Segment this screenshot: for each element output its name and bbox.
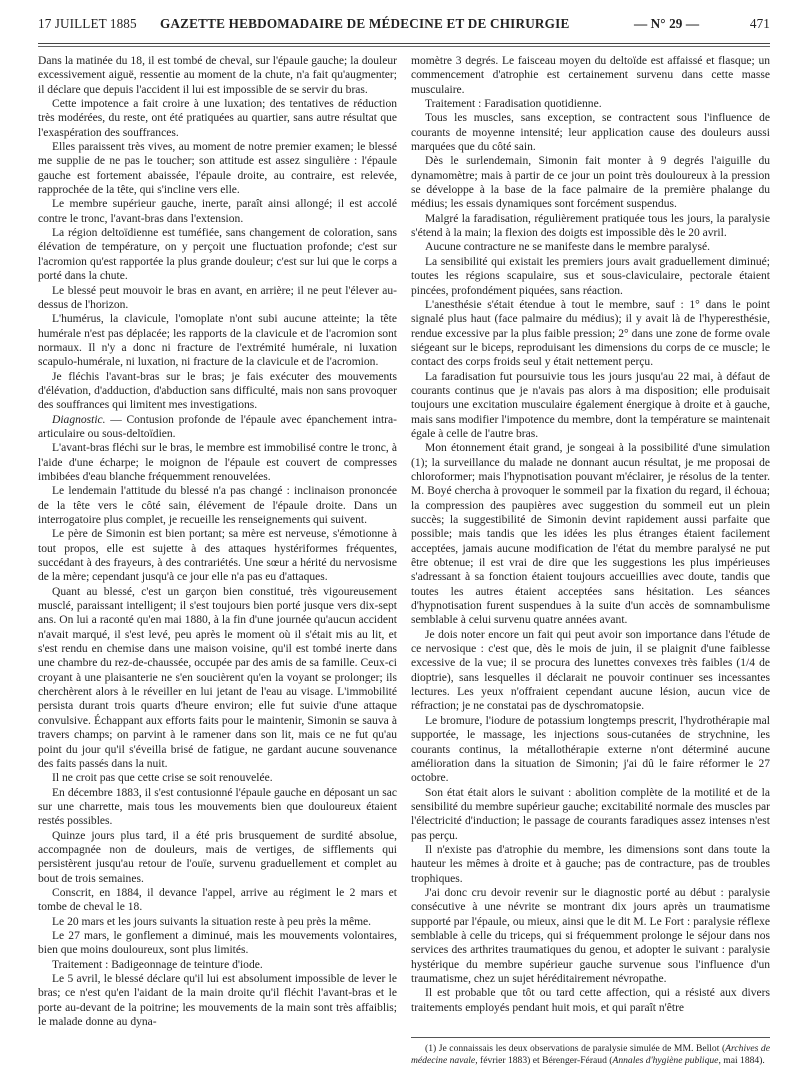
paragraph: Le père de Simonin est bien portant; sa mère est nerveuse, s'émotionne à tout propos, elle est sujette à des attaques hystériformes fréquentes, succédant à des frayeurs, à des contrariétés. Une sœur a hérité du nervosisme de la mère; cependant jusqu'à ce jour elle n'a pas eu d'attaques. (38, 528, 397, 584)
paragraph: Le bromure, l'iodure de potassium longtemps prescrit, l'hydrothérapie mal supportée, le massage, les injections sous-cutanées de strychnine, les courants continus, la métallothérapie externe n'ont déterminé aucune amélioration dans la situation de Simonin; j'ai dû le faire réformer le 27 octobre. (411, 714, 770, 785)
footnote-text: , février 1883) et Bérenger-Féraud ( (475, 1055, 613, 1067)
running-header (38, 10, 770, 34)
section-label: Diagnostic. (52, 413, 106, 426)
paragraph: En décembre 1883, il s'est contusionné l'épaule gauche en déposant un sac sur une charrette, mais tous les mouvements bien que douloureux étaient restés possibles. (38, 786, 397, 828)
paragraph: Le 20 mars et les jours suivants la situation reste à peu près la même. (52, 915, 372, 928)
header-rule (38, 43, 770, 44)
paragraph: Quinze jours plus tard, il a été pris brusquement de surdité absolue, accompagnée non de douleurs, mais de vertiges, de sifflements qui persistèrent jusqu'au retour de l'ouïe, survenu graduellement et complet au bout de trois semaines. (38, 829, 397, 885)
paragraph: La sensibilité qui existait les premiers jours avait graduellement diminué; toutes les régions scapulaire, sus et sous-claviculaire, pectorale étaient pincées, profondément piquées, sans réaction. (411, 255, 770, 297)
paragraph: Aucune contracture ne se manifeste dans le membre paralysé. (425, 241, 711, 254)
paragraph: La faradisation fut poursuivie tous les jours jusqu'au 22 mai, à défaut de courants continus que je n'avais pas alors à ma disposition; elle produisait toujours une excitation musculaire également énergique à droite et à gauche, mais sans modifier l'impotence du membre, dont la température se maintenait égale à celle de l'autre bras. (411, 370, 770, 440)
paragraph: Diagnostic. — Contusion profonde de l'épaule avec épanchement intra-articulaire ou sous-deltoïdien. (38, 413, 397, 440)
issue-number: — N° 29 — (634, 16, 700, 31)
footnote-text: (1) Je connaissais les deux observations de paralysie simulée de MM. Bellot ( (425, 1043, 726, 1055)
journal-title: GAZETTE HEBDOMADAIRE DE MÉDECINE ET DE CHIRURGIE (160, 16, 570, 31)
paragraph: Le lendemain l'attitude du blessé n'a pas changé : inclinaison prononcée de la tête vers le côté sain, élévement de l'épaule droite. Dans un interrogatoire plus complet, je recueille les renseignements qui suivent. (38, 485, 397, 526)
footnote (411, 1043, 770, 1067)
paragraph: Il ne croit pas que cette crise se soit renouvelée. (52, 772, 273, 785)
paragraph: Cette impotence a fait croire à une luxation; des tentatives de réduction très modérées, du reste, ont été pratiquées au quartier, sans autre résultat que l'exaspération des souffrances. (38, 98, 397, 139)
paragraph: Traitement : Badigeonnage de teinture d'iode. (52, 958, 263, 971)
paragraph: Dès le surlendemain, Simonin fait monter à 9 degrés l'aiguille du dynamomètre; mais à partir de ce jour un point très douloureux à la pression se développe à la base de la face palmaire de la première phalange du médius; les essais dynamiques sont forcément suspendus. (411, 155, 770, 211)
paragraph: Je dois noter encore un fait qui peut avoir son importance dans l'étude de ce nervosique : c'est que, dès le mois de juin, il se plaignit d'une faiblesse excessive de la vue; il se procura des lunettes convexes très faibles (1/4 de dioptrie), sans lesquelles il déclarait ne pouvoir continuer ses incessantes lectures. Les yeux n'offraient cependant aucune lésion, aucun vice de réfraction; je ne constatai pas de dyschromatopsie. (411, 628, 770, 713)
article-body (38, 54, 770, 1074)
issue-date: 17 JUILLET 1885 (38, 16, 137, 31)
paragraph: momètre 3 degrés. Le faisceau moyen du deltoïde est affaissé et flasque; un commencement d'atrophie est certainement survenu dans cette masse musculaire. (411, 55, 770, 96)
paragraph: Il n'existe pas d'atrophie du membre, les dimensions sont dans toute la hauteur les mêmes à droite et à gauche; pas de contracture, pas de troubles trophiques. (411, 843, 770, 885)
paragraph: Quant au blessé, c'est un garçon bien constitué, très vigoureusement musclé, paraissant intelligent; il s'est toujours bien porté jusque vers dix-sept ans. On lui a raconté qu'en mai 1880, à la fin d'une journée qu'aucun accident n'avait marqué, il s'est levé, peu après le moment où il s'était mis au lit, et s'est rendu en chemise dans une maison voisine, qu'il est tombé inerte dans une chambre du rez-de-chaussée, occupée par des amis de sa famille. Ceux-ci croyant à une plaisanterie ne s'en soucièrent qu'en la voyant se prolonger; ils cherchèrent alors à le réveiller en lui jetant de l'eau au visage. L'immobilité persista durant trois quarts d'heure environ; elle fut suivie d'une attaque convulsive. Échappant aux efforts faits pour le maintenir, Simonin se sauva à travers champs; on parvint à le ramener dans son lit, mais ce ne fut qu'au point du jour qu'il s'éveilla brisé de fatigue, ne gardant aucune souvenance des faits passés dans la nuit. (38, 585, 397, 770)
paragraph: Le 27 mars, le gonflement a diminué, mais les mouvements volontaires, bien que moins douloureux, sont plus limités. (38, 929, 397, 957)
paragraph: Il est probable que tôt ou tard cette affection, qui a résisté aux divers traitements employés pendant huit mois, et qui paraît n'être (411, 987, 770, 1014)
paragraph: L'humérus, la clavicule, l'omoplate n'ont subi aucune atteinte; la tête humérale n'est pas déplacée; les rapports de la clavicule et de l'acromion sont normaux. Il n'y a donc ni fracture de l'extrémité humérale, ni luxation scapulo-humérale, ni luxation, ni fracture de la clavicule et de l'acromion. (38, 313, 397, 369)
paragraph: Le membre supérieur gauche, inerte, paraît ainsi allongé; il est accolé contre le tronc, l'avant-bras dans l'extension. (38, 198, 397, 225)
page-number: 471 (749, 16, 770, 31)
paragraph: Elles paraissent très vives, au moment de notre premier examen; le blessé me supplie de ne pas le toucher; son attitude est assez singulière : l'épaule gauche est fortement abaissée, l'épaule droite, au contraire, est relevée, rapprochée de la tête, qui s'incline vers elle. (38, 141, 397, 197)
paragraph: Tous les muscles, sans exception, se contractent sous l'influence de courants de moyenne intensité; leur application cause des douleurs aussi marquées que du côté sain. (411, 112, 770, 154)
paragraph: La région deltoïdienne est tuméfiée, sans changement de coloration, sans élévation de température, on y perçoit une fluctuation profonde; c'est sur l'acromion qu'est rapportée la plus grande douleur; c'est sur lui que le corps a porté dans la chute. (38, 227, 397, 283)
paragraph: Traitement : Faradisation quotidienne. (425, 98, 602, 111)
paragraph: Conscrit, en 1884, il devance l'appel, arrive au régiment le 2 mars et tombe de cheval le 18. (38, 886, 397, 914)
paragraph: Malgré la faradisation, régulièrement pratiquée tous les jours, la paralysie s'étend à la main; la flexion des doigts est impossible dès le 20 avril. (411, 212, 770, 240)
paragraph: Dans la matinée du 18, il est tombé de cheval, sur l'épaule gauche; la douleur excessivement aiguë, ressentie au moment de la chute, n'a fait qu'augmenter; il déclare que depuis l'accident il lui est impossible de se servir du bras. (38, 55, 397, 96)
footnote-rule (411, 1037, 770, 1038)
paragraph: L'avant-bras fléchi sur le bras, le membre est immobilisé contre le tronc, à l'aide d'une écharpe; le moignon de l'épaule est couvert de compresses imbibées d'eau blanche fréquemment renouvelées. (38, 442, 397, 483)
footnote-source: Archives de médecine navale (411, 1043, 770, 1067)
footnote-text: , mai 1884). (718, 1055, 765, 1067)
paragraph: L'anesthésie s'était étendue à tout le membre, sauf : 1° dans le point signalé plus haut (face palmaire du médius); il y avait là de l'hyperesthésie, rendue excessive par la plus faible pression; 2° dans une zone de forme ovale siégeant sur le biceps, reproduisant les dimensions du corps de ce muscle; le contact des corps froids seul y était nettement perçu. (411, 298, 770, 369)
paragraph: J'ai donc cru devoir revenir sur le diagnostic porté au début : paralysie consécutive à une névrite se montrant dix jours après un traumatisme supporté par l'épaule, ou mieux, ainsi que le dit M. Le Fort : paralysie réflexe semblable à celle du triceps, qui si fréquemment prolonge le séjour dans nos services des arthrites traumatiques du genou, et adopter le suivant : paralysie hystérique du membre supérieur gauche survenue sous l'influence d'un traumatisme, chez un sujet héréditairement névropathe. (411, 886, 770, 985)
header-rule-thin (38, 46, 770, 47)
journal-page (38, 10, 770, 1080)
paragraph: Le blessé peut mouvoir le bras en avant, en arrière; il ne peut l'élever au-dessus de l'horizon. (38, 284, 397, 311)
right-column (411, 54, 770, 1074)
paragraph: Je fléchis l'avant-bras sur le bras; je fais exécuter des mouvements d'élévation, d'adduction, d'abduction sans difficulté, mais non sans provoquer des souffrances qui limitent mes investigations. (38, 370, 397, 412)
left-column (38, 54, 397, 1074)
paragraph: Mon étonnement était grand, je songeai à la possibilité d'une simulation (1); la surveillance du malade ne donnant aucun résultat, je me proposai de chloroformer; mais l'hypnotisation pouvant m'éclairer, je résolus de la tenter. M. Boyé chercha à provoquer le sommeil par la fixation du regard, il échoua; la compression des paupières avec suggestion du sommeil eut un plein succès; la suggestibilité de Simonin devint rapidement aussi parfaite que possible; mais tandis que les idées les plus étranges étaient facilement acceptées, jamais aucune modification de l'état du membre paralysé ne put être obtenue; il est vrai de dire que les suggestions les plus impérieuses s'adressant à sa fonction étaient toujours accueillies avec doute, tandis que toutes les autres étaient acceptées sans hésitation. Les séances d'hypnotisation furent suspendues à la suite d'un accès de somnambulisme semblable à celui survenu quatre années avant. (411, 442, 770, 627)
footnote-source: Annales d'hygiène publique (612, 1055, 719, 1067)
paragraph: Son état était alors le suivant : abolition complète de la motilité et de la sensibilité du membre supérieur gauche; excitabilité normale des muscles par l'électricité d'induction; le passage de courants faradiques assez intenses n'est pas perçu. (411, 786, 770, 842)
paragraph: Le 5 avril, le blessé déclare qu'il lui est absolument impossible de lever le bras; ce n'est qu'en l'aidant de la main droite qu'il fléchit l'avant-bras et le porte au-devant de la poitrine; les mouvements de la main sont très affaiblis; le malade donne au dyna- (38, 973, 397, 1029)
